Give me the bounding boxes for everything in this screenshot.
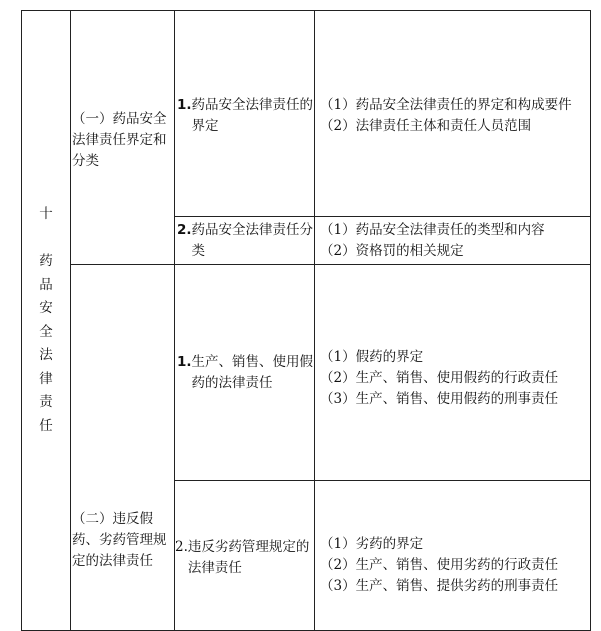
item-point: （1）劣药的界定 <box>320 536 424 552</box>
item-points-cell <box>315 481 591 631</box>
chapter-title-char: 安 <box>39 300 53 316</box>
outline-table <box>21 10 591 631</box>
chapter-number: 十 <box>39 206 53 222</box>
chapter-title-char: 任 <box>39 417 53 434</box>
item-points-cell <box>315 265 591 481</box>
item-point: （2）资格罚的相关规定 <box>320 242 464 259</box>
item-title: 药品安全法律责任分类 <box>191 221 314 259</box>
section-label-cell <box>71 265 175 631</box>
item-title-cell <box>175 481 315 631</box>
item-number: 2. <box>177 221 192 238</box>
chapter-title-char: 药 <box>39 253 53 269</box>
chapter-title-char: 全 <box>39 323 53 340</box>
item-point: （1）药品安全法律责任的类型和内容 <box>320 221 545 238</box>
table-row <box>22 265 591 481</box>
chapter-title-char: 责 <box>39 394 53 410</box>
chapter-title-char: 品 <box>39 276 53 293</box>
item-point: （3）生产、销售、使用假药的刑事责任 <box>320 391 559 407</box>
item-title: 违反劣药管理规定的法律责任 <box>187 539 310 576</box>
item-title: 药品安全法律责任的界定 <box>191 97 314 134</box>
section-label-cell <box>71 11 175 265</box>
item-title-cell <box>175 265 315 481</box>
chapter-title-char: 法 <box>39 347 53 363</box>
item-point: （2）法律责任主体和责任人员范围 <box>320 118 532 134</box>
item-title-cell <box>175 11 315 217</box>
item-point: （3）生产、销售、提供劣药的刑事责任 <box>320 578 559 594</box>
chapter-cell <box>22 11 71 631</box>
item-title: 生产、销售、使用假药的法律责任 <box>191 353 314 391</box>
item-number: 2. <box>175 539 188 555</box>
section-label: （二）违反假药、劣药管理规定的法律责任 <box>72 511 167 569</box>
table-row <box>22 11 591 217</box>
item-point: （1）药品安全法律责任的界定和构成要件 <box>320 97 572 113</box>
item-point: （1）假药的界定 <box>320 349 424 365</box>
item-point: （2）生产、销售、使用劣药的行政责任 <box>320 557 559 573</box>
section-label: （一）药品安全法律责任界定和分类 <box>72 111 167 169</box>
chapter-title <box>38 203 54 438</box>
item-points-cell <box>315 11 591 217</box>
item-points-cell <box>315 217 591 265</box>
item-title-cell <box>175 217 315 265</box>
item-number: 1. <box>177 97 192 113</box>
item-number: 1. <box>177 353 192 370</box>
item-point: （2）生产、销售、使用假药的行政责任 <box>320 370 559 386</box>
chapter-title-char: 律 <box>39 370 53 387</box>
